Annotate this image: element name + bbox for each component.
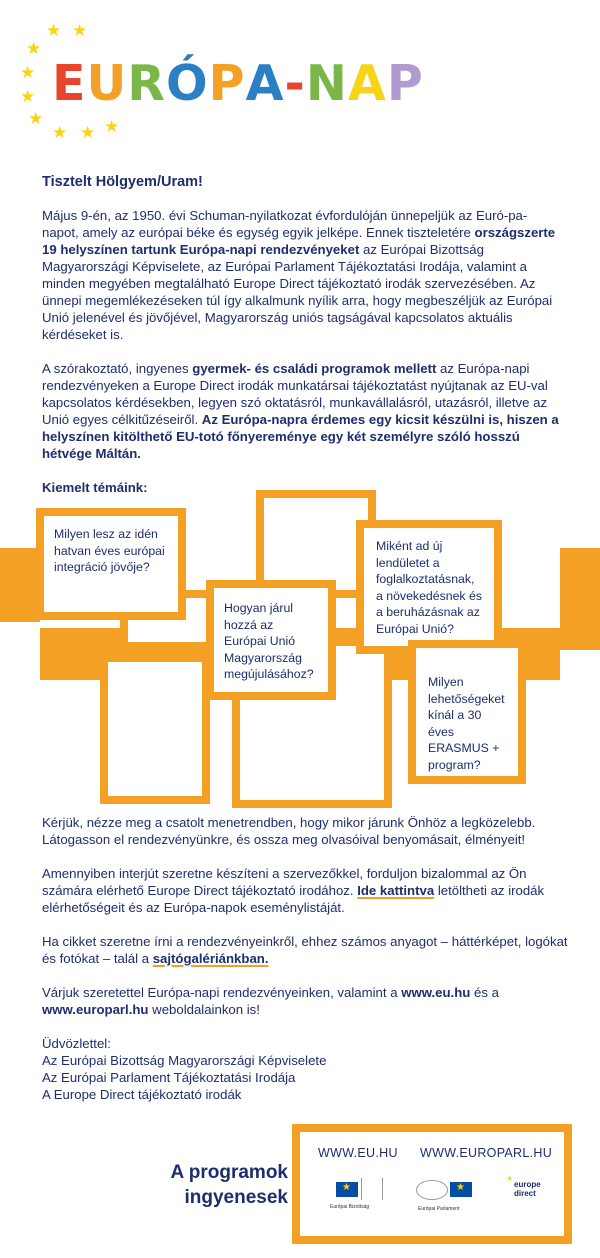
europe-direct-logo bbox=[506, 1174, 546, 1220]
logo-caption: europe bbox=[514, 1180, 541, 1189]
text: és a bbox=[470, 985, 499, 1000]
themes-graphic bbox=[0, 490, 600, 815]
download-contacts-link[interactable]: Ide kattintva bbox=[357, 883, 435, 898]
star-icon: ★ bbox=[26, 39, 42, 58]
letter-body bbox=[42, 174, 562, 479]
signature-line: Üdvözlettel: bbox=[42, 1036, 111, 1051]
theme-box-2 bbox=[206, 580, 336, 700]
closing-text bbox=[42, 814, 572, 1103]
europarl-website-text: www.europarl.hu bbox=[42, 1002, 149, 1017]
text: Ha cikket szeretne írni a rendezvényeinkről, ehhez számos anyagot – háttérképet, logókat és fotókat – talál a bbox=[42, 934, 568, 966]
paragraph-interview bbox=[42, 865, 572, 916]
european-commission-logo bbox=[328, 1174, 384, 1220]
orange-square-outline bbox=[100, 654, 210, 804]
eu-flag-icon bbox=[450, 1182, 472, 1197]
paragraph-intro bbox=[42, 207, 562, 343]
eu-flag-icon bbox=[336, 1182, 358, 1197]
logo-letter: N bbox=[305, 55, 348, 112]
tagline-line: A programok bbox=[170, 1162, 288, 1183]
logo-letter: E bbox=[52, 55, 87, 112]
theme-text: Hogyan járul hozzá az Európai Unió Magyarország megújulásához? bbox=[224, 601, 314, 681]
text-bold: országszerte 19 helyszínen tartunk Európa-napi rendezvényeket bbox=[42, 225, 556, 257]
logo-letter: R bbox=[127, 55, 167, 112]
star-icon: ★ bbox=[46, 21, 62, 40]
text: Várjuk szeretettel Európa-napi rendezvényeinken, valamint a bbox=[42, 985, 402, 1000]
text-bold: Az Európa-napra érdemes egy kicsit készülni is, hiszen a helyszínen kitölthető EU-totó főnyereménye egy két személyre szóló hosszú hétvége Máltán. bbox=[42, 412, 559, 461]
signature bbox=[42, 1035, 572, 1103]
star-icon: ★ bbox=[104, 117, 120, 136]
star-icon: ★ bbox=[72, 21, 88, 40]
text: az Európa-napi rendezvényeken a Europe Direct irodák munkatársai tájékoztatást nyújtanak az EU-val kapcsolatos kérdésekben, legyen szó oktatásról, munkavállalásról, utazásról, illetve az Unió egyes célkitűzéseiről. bbox=[42, 361, 548, 427]
europarl-url: WWW.EUROPARL.HU bbox=[420, 1146, 553, 1160]
theme-box-4 bbox=[408, 640, 526, 784]
press-gallery-link[interactable]: sajtógalériánkban. bbox=[152, 951, 269, 966]
theme-box-1 bbox=[36, 508, 186, 620]
text: Amennyiben interjút szeretne készíteni a szervezőkkel, forduljon bizalommal az Ön számára elérhető Europe Direct tájékoztató irodához. bbox=[42, 866, 527, 898]
logo-letter: A bbox=[347, 55, 387, 112]
text: weboldalainkon is! bbox=[148, 1002, 260, 1017]
text-bold: gyermek- és családi programok mellett bbox=[192, 361, 437, 376]
logo-letter: A bbox=[245, 55, 285, 112]
paragraph-press bbox=[42, 933, 572, 967]
logo-letter: Ó bbox=[166, 55, 209, 112]
eu-hu-url: WWW.EU.HU bbox=[318, 1146, 398, 1160]
theme-box-3 bbox=[356, 520, 502, 654]
signature-line: Az Európai Bizottság Magyarországi Képviselete bbox=[42, 1053, 327, 1068]
orange-block bbox=[560, 548, 600, 650]
logo-caption: Európai Bizottság bbox=[330, 1204, 370, 1210]
theme-text: Milyen lesz az idén hatvan éves európai integráció jövője? bbox=[54, 527, 165, 574]
europa-nap-logo bbox=[52, 54, 424, 114]
logo-caption: direct bbox=[514, 1189, 536, 1198]
text: Május 9-én, az 1950. évi Schuman-nyilatkozat évfordulóján ünnepeljük az Euró-pa-napot, amely az európai béke és egység egyik jelképe. Ennek tiszteletére bbox=[42, 208, 528, 240]
logo-caption: Európai Parlament bbox=[418, 1206, 460, 1212]
paragraph-websites bbox=[42, 984, 572, 1018]
star-icon: ★ bbox=[28, 109, 44, 128]
logo-letter: U bbox=[86, 55, 128, 112]
star-icon: ★ bbox=[20, 87, 36, 106]
signature-line: Az Európai Parlament Tájékoztatási Irodája bbox=[42, 1070, 296, 1085]
parliament-icon bbox=[416, 1180, 448, 1200]
logo-letter: P bbox=[386, 55, 424, 112]
themes-heading: Kiemelt témáink: bbox=[42, 480, 148, 495]
text: letöltheti az irodák elérhetőségeit és az Európa-napok eseménylistáját. bbox=[42, 883, 545, 915]
greeting: Tisztelt Hölgyem/Uram! bbox=[42, 174, 203, 190]
eu-website-text: www.eu.hu bbox=[401, 985, 471, 1000]
orange-block bbox=[0, 548, 40, 622]
theme-text: Milyen lehetőségeket kínál a 30 éves ERASMUS + program? bbox=[428, 675, 505, 772]
star-icon: ★ bbox=[20, 63, 36, 82]
logo-letter: - bbox=[284, 55, 306, 112]
text: az Európai Bizottság Magyarországi Képviselete, az Európai Parlament Tájékoztatási Irodája, valamint a minden megyében megtalálható Europe Direct tájékoztató irodák szervezésében. Az ünnepi megemlékezéseken túl így alkalmunk nyílik arra, hogy megbeszéljük az Európai Unió jelenével és jövőjével, Magyarország uniós tagságával kapcsolatos aktuális kérdéseket is. bbox=[42, 242, 553, 342]
header bbox=[0, 0, 600, 150]
signature-line: A Europe Direct tájékoztató irodák bbox=[42, 1087, 242, 1102]
paragraph-programs bbox=[42, 360, 562, 462]
star-icon: ★ bbox=[80, 123, 96, 142]
europe-direct-wordmark bbox=[514, 1180, 541, 1198]
free-programs-tagline bbox=[148, 1160, 288, 1210]
tagline-line: ingyenesek bbox=[184, 1187, 288, 1208]
text: A szórakoztató, ingyenes bbox=[42, 361, 193, 376]
footer-logo-box bbox=[292, 1124, 572, 1244]
star-icon: ★ bbox=[506, 1174, 514, 1183]
european-parliament-logo bbox=[412, 1174, 482, 1220]
star-icon: ★ bbox=[52, 123, 68, 142]
logo-letter: P bbox=[208, 55, 246, 112]
paragraph-schedule: Kérjük, nézze meg a csatolt menetrendben, hogy mikor járunk Önhöz a legközelebb. Látogasson el rendezvényünkre, és ossza meg olvasóival benyomásait, élményeit! bbox=[42, 815, 536, 847]
theme-text: Miként ad új lendületet a foglalkoztatásnak, a növekedésnek és a beruházásnak az Európai Unió? bbox=[376, 539, 482, 636]
building-icon bbox=[361, 1178, 383, 1200]
